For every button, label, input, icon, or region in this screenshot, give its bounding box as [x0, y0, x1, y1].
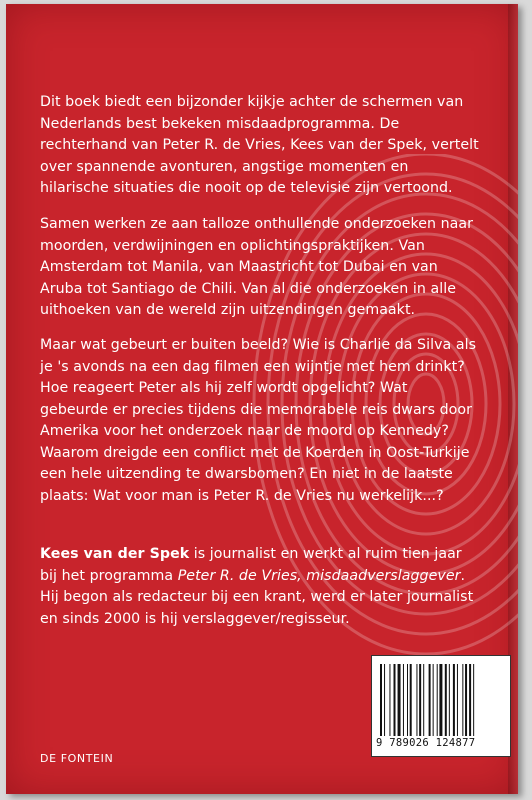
barcode-bar: [380, 664, 382, 736]
questions-paragraph: Maar wat gebeurt er buiten beeld? Wie is Charlie da Silva als je 's avonds na een dag filmen een wijntje met hem drinkt? Hoe reageert Peter als hij zelf wordt opgelicht? Wat gebeurde er precies tijdens die memorabele reis dwars door Amerika voor het onderzoek naar de moord op Kennedy? Waarom dreigde een conflict met de Koerden in Oost-Turkije een hele uitzending te dwarsbomen? En niet in de laatste plaats: Wat voor man is Peter R. de Vries nu werkelijk...?: [40, 337, 477, 504]
back-cover: [6, 4, 518, 794]
barcode-bar: [416, 664, 417, 736]
barcode-bar: [429, 664, 431, 736]
author-name: Kees van der Spek: [40, 546, 190, 562]
investigations-paragraph: Samen werken ze aan talloze onthullende onderzoeken naar moorden, verdwijningen en oplichtingspraktijken. Van Amsterdam tot Manila, van Maastricht tot Dubai en van Aruba tot Santiago de Chili. Van al die onderzoeken in alle uithoeken van de wereld zijn uitzendingen gemaakt.: [40, 216, 474, 318]
barcode-bar: [403, 664, 404, 736]
program-title: Peter R. de Vries, misdaadverslaggever: [177, 567, 461, 584]
barcode-bar: [407, 664, 408, 736]
barcode-bar: [398, 664, 401, 736]
barcode-bar: [453, 664, 455, 736]
barcode-bar: [469, 664, 471, 736]
barcode-bar: [439, 664, 442, 736]
barcode-bar: [433, 664, 434, 736]
barcode-bar: [449, 664, 450, 736]
barcode-bar: [473, 664, 474, 736]
barcode-bar: [389, 664, 390, 736]
barcode-bar: [384, 664, 385, 736]
barcode-bar: [465, 664, 467, 736]
author-bio-text-b: . Hij begon als redacteur bij een krant, werd er later journalist en sinds 2000 is hij verslaggever/regisseur.: [40, 567, 474, 627]
author-bio-paragraph: [40, 544, 480, 630]
intro-paragraph: Dit boek biedt een bijzonder kijkje achter de schermen van Nederlands best bekeken misdaadprogramma. De rechterhand van Peter R. de Vries, Kees van der Spek, vertelt over spannende avonturen, angstige momenten en hilarische situaties die nooit op de televisie zijn vertoond.: [40, 94, 479, 196]
barcode-bar: [423, 664, 424, 736]
barcode-bar: [419, 664, 421, 736]
barcode-bar: [394, 664, 396, 736]
isbn-barcode: [371, 655, 511, 757]
barcode-bar: [445, 664, 447, 736]
barcode-bar: [457, 664, 458, 736]
publisher-name: DE FONTEIN: [40, 752, 114, 765]
barcode-bar: [410, 664, 412, 736]
isbn-digits: 9 789026 124877: [376, 737, 476, 749]
barcode-bars: [380, 664, 500, 736]
barcode-bar: [437, 664, 438, 736]
author-bio-text-a: is journalist en werkt al ruim tien jaar bij het programma: [40, 546, 462, 584]
barcode-bar: [462, 664, 463, 736]
